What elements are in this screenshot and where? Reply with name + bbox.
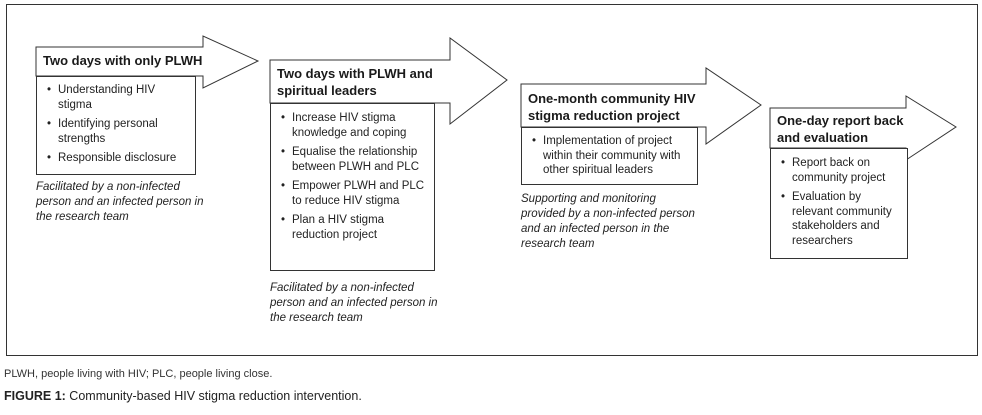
stage-3-activities: [521, 127, 698, 185]
stage-2-facilitation-note: Facilitated by a non-infected person and an infected person in the research team: [270, 282, 438, 324]
stage-1-activities: [36, 76, 196, 175]
stage-1-facilitation-note: Facilitated by a non-infected person and an infected person in the research team: [36, 181, 204, 223]
bullet-item: • Understanding HIV stigma: [43, 83, 189, 112]
stage-3-title: One-month community HIV stigma reduction project: [528, 91, 696, 123]
stage-4-bullet-list: [777, 156, 901, 248]
bullet-item: • Report back on community project: [777, 156, 901, 185]
bullet-item: • Evaluation by relevant community stakeholders and researchers: [777, 190, 901, 248]
stage-4-title: One-day report back and evaluation: [777, 113, 904, 145]
bullet-item: • Responsible disclosure: [43, 151, 189, 166]
stage-3-bullet-list: [528, 134, 691, 178]
bullet-item: • Increase HIV stigma knowledge and coping: [277, 111, 428, 140]
stage-3-facilitation-note: Supporting and monitoring provided by a non-infected person and an infected person in the research team: [521, 193, 695, 250]
stage-2-bullet-list: [277, 111, 428, 242]
stage-1-title: Two days with only PLWH: [43, 53, 203, 68]
stage-4-activities: [770, 148, 908, 259]
stage-2-activities: [270, 103, 435, 271]
figure-caption-text: Community-based HIV stigma reduction intervention.: [69, 389, 362, 403]
bullet-item: • Identifying personal strengths: [43, 117, 189, 146]
bullet-item: • Plan a HIV stigma reduction project: [277, 213, 428, 242]
figure-caption-label: FIGURE 1:: [4, 389, 66, 403]
bullet-item: • Equalise the relationship between PLWH and PLC: [277, 145, 428, 174]
stage-2-title: Two days with PLWH and spiritual leaders: [277, 66, 433, 98]
stage-1-bullet-list: [43, 83, 189, 166]
bullet-item: • Empower PLWH and PLC to reduce HIV stigma: [277, 179, 428, 208]
figure-caption: [4, 389, 362, 403]
abbreviation-legend: PLWH, people living with HIV; PLC, people living close.: [4, 368, 273, 380]
bullet-item: • Implementation of project within their community with other spiritual leaders: [528, 134, 691, 178]
